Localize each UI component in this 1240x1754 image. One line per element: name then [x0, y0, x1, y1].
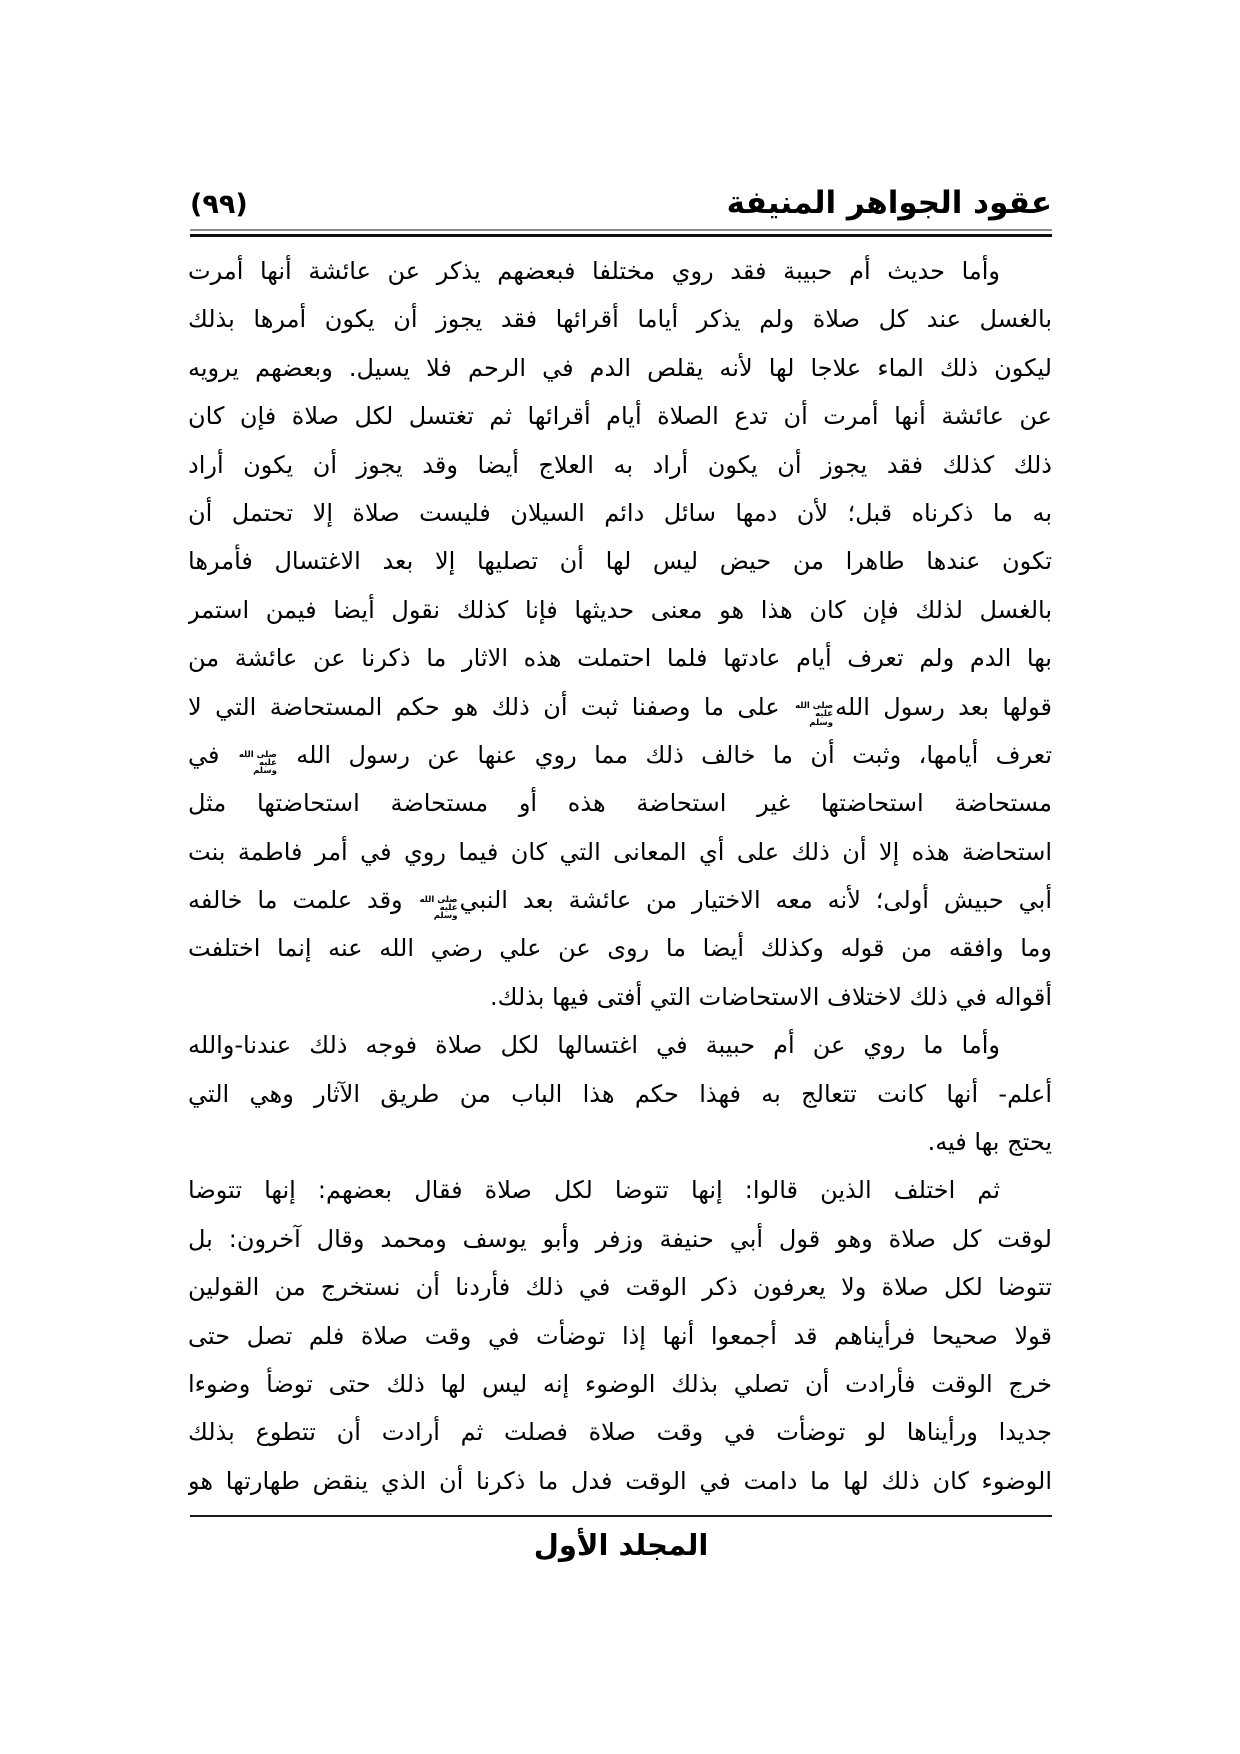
- text-line: [188, 1360, 1052, 1408]
- text-run: بالغسل عند كل صلاة ولم يذكر أياما أقرائها فقد يجوز أن يكون أمرها بذلك: [188, 305, 1052, 334]
- text-line: [188, 828, 1052, 876]
- footer-divider: [190, 1515, 1052, 1517]
- text-line: [188, 1166, 1052, 1214]
- text-run: أبي حبيش أولى؛ لأنه معه الاختيار من عائشة بعد النبي: [459, 886, 1052, 915]
- text-run: ليكون ذلك الماء علاجا لها لأنه يقلص الدم في الرحم فلا يسيل. وبعضهم يرويه: [188, 353, 1052, 382]
- text-line: [188, 586, 1052, 634]
- text-line: [188, 731, 1052, 779]
- text-run: أقواله في ذلك لاختلاف الاستحاضات التي أفتى فيها بذلك.: [489, 982, 1052, 1011]
- page-header: [190, 168, 1052, 220]
- text-run: لوقت كل صلاة وهو قول أبي حنيفة وزفر وأبو يوسف ومحمد وقال آخرون: بل: [188, 1224, 1052, 1253]
- text-line: [188, 295, 1052, 343]
- text-run: بالغسل لذلك فإن كان هذا هو معنى حديثها فإنا كذلك نقول أيضا فيمن استمر: [188, 595, 1052, 624]
- text-run: جديدا ورأيناها لو توضأت في وقت صلاة فصلت ثم أرادت أن تتطوع بذلك: [188, 1418, 1052, 1447]
- page-number: (٩٩): [190, 189, 248, 221]
- text-line: [188, 924, 1052, 972]
- text-line: [188, 392, 1052, 440]
- text-run: بها الدم ولم تعرف أيام عادتها فلما احتملت هذه الاثار ما ذكرنا عن عائشة من: [188, 644, 1052, 673]
- text-line: [188, 876, 1052, 924]
- volume-label: المجلد الأول: [533, 1528, 709, 1562]
- text-run: يحتج بها فيه.: [927, 1128, 1052, 1157]
- text-run: على ما وصفنا ثبت أن ذلك هو حكم المستحاضة التي لا: [188, 692, 794, 721]
- text-run: وأما حديث أم حبيبة فقد روي مختلفا فبعضهم يذكر عن عائشة أنها أمرت: [188, 257, 1000, 285]
- text-line: [188, 973, 1052, 1021]
- text-line: [188, 344, 1052, 392]
- text-run: قولها بعد رسول الله: [835, 692, 1052, 721]
- text-run: وأما ما روي عن أم حبيبة في اغتسالها لكل صلاة فوجه ذلك عندنا-والله: [188, 1031, 1000, 1060]
- text-run: خرج الوقت فأرادت أن تصلي بذلك الوضوء إنه ليس لها ذلك حتى توضأ وضوءا: [188, 1369, 1052, 1398]
- paragraph: [188, 1166, 1052, 1505]
- text-line: [188, 537, 1052, 585]
- text-line: [188, 1312, 1052, 1360]
- text-line: [188, 779, 1052, 827]
- text-line: [188, 1408, 1052, 1456]
- text-run: مستحاضة استحاضتها غير استحاضة هذه أو مستحاضة استحاضتها مثل: [188, 789, 1052, 818]
- header-divider: [190, 229, 1052, 237]
- text-run: تعرف أيامها، وثبت أن ما خالف ذلك مما روي عنها عن رسول الله: [278, 740, 1052, 769]
- text-line: [188, 1118, 1052, 1166]
- text-run: ثم اختلف الذين قالوا: إنها تتوضا لكل صلاة فقال بعضهم: إنها تتوضا: [188, 1176, 1000, 1205]
- text-run: استحاضة هذه إلا أن ذلك على أي المعانى التي كان فيما روي في أمر فاطمة بنت: [188, 837, 1052, 866]
- text-line: [188, 441, 1052, 489]
- text-line: [188, 1021, 1052, 1069]
- text-run: في: [188, 740, 237, 769]
- salawat-honorific-mark: صلى الله عليه وسلم: [419, 894, 458, 922]
- salawat-honorific-mark: صلى الله عليه وسلم: [238, 749, 277, 776]
- text-line: [188, 1263, 1052, 1311]
- text-run: تكون عندها طاهرا من حيض ليس لها أن تصليها إلا بعد الاغتسال فأمرها: [188, 547, 1052, 576]
- body-text: [188, 247, 1052, 1505]
- text-line: [188, 489, 1052, 537]
- text-run: ذلك كذلك فقد يجوز أن يكون أراد به العلاج أيضا وقد يجوز أن يكون أراد: [188, 450, 1052, 479]
- text-line: [188, 247, 1052, 295]
- text-run: قولا صحيحا فرأيناهم قد أجمعوا أنها إذا توضأت في وقت صلاة فلم تصل حتى: [188, 1321, 1052, 1350]
- text-line: [188, 1215, 1052, 1263]
- text-run: الوضوء كان ذلك لها ما دامت في الوقت فدل ما ذكرنا أن الذي ينقض طهارتها هو: [188, 1466, 1052, 1495]
- text-run: وقد علمت ما خالفه: [188, 886, 418, 915]
- text-run: أعلم- أنها كانت تتعالج به فهذا حكم هذا الباب من طريق الآثار وهي التي: [188, 1079, 1052, 1108]
- paragraph: [188, 247, 1052, 1021]
- text-run: عن عائشة أنها أمرت أن تدع الصلاة أيام أقرائها ثم تغتسل لكل صلاة فإن كان: [188, 402, 1052, 431]
- text-line: [188, 1457, 1052, 1505]
- text-run: وما وافقه من قوله وكذلك أيضا ما روى عن علي رضي الله عنه إنما اختلفت: [188, 934, 1052, 963]
- text-line: [188, 683, 1052, 731]
- salawat-honorific-mark: صلى الله عليه وسلم: [795, 701, 834, 728]
- text-run: تتوضا لكل صلاة ولا يعرفون ذكر الوقت في ذلك فأردنا أن نستخرج من القولين: [188, 1273, 1052, 1302]
- text-run: به ما ذكرناه قبل؛ لأن دمها سائل دائم السيلان فليست صلاة إلا تحتمل أن: [188, 498, 1052, 527]
- text-line: [188, 634, 1052, 682]
- text-line: [188, 1070, 1052, 1118]
- paragraph: [188, 1021, 1052, 1166]
- book-title: عقود الجواهر المنيفة: [726, 184, 1052, 221]
